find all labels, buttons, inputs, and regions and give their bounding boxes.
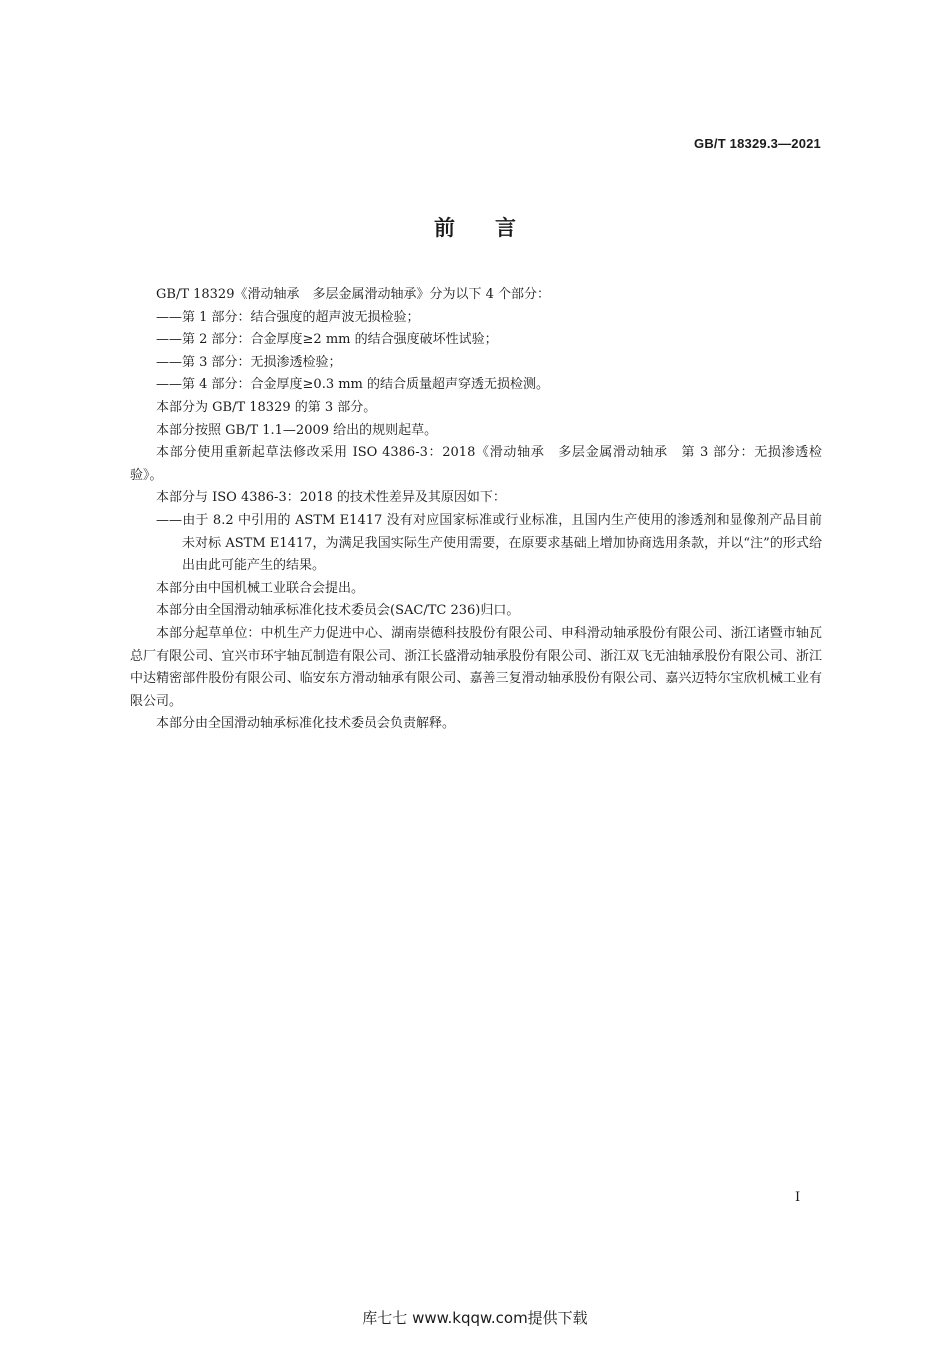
paragraph: 本部分由全国滑动轴承标准化技术委员会(SAC/TC 236)归口。 (156, 603, 520, 619)
list-item: ——由于 8.2 中引用的 ASTM E1417 没有对应国家标准或行业标准，且国内生产使用的渗透剂和显像剂产品目前未对标 ASTM E1417，为满足我国实际生产使用需要，在原要求基础上增加协商选用条款，并以“注”的形式给出由此可能产生的结果。 (156, 512, 822, 574)
list-item: ——第 4 部分：合金厚度≥0.3 mm 的结合质量超声穿透无损检测。 (156, 377, 550, 393)
paragraph: 本部分为 GB/T 18329 的第 3 部分。 (156, 399, 377, 415)
standard-code: GB/T 18329.3—2021 (694, 136, 821, 151)
page-title: 前言 (434, 216, 556, 240)
paragraph: 本部分按照 GB/T 1.1—2009 给出的规则起草。 (156, 422, 438, 438)
list-item: ——第 2 部分：合金厚度≥2 mm 的结合强度破坏性试验； (156, 332, 498, 348)
paragraph: 本部分与 ISO 4386-3：2018 的技术性差异及其原因如下： (156, 490, 506, 506)
footer-watermark: 库七七 www.kqqw.com提供下载 (362, 1309, 588, 1327)
list-item: ——第 3 部分：无损渗透检验； (156, 354, 342, 370)
paragraph: GB/T 18329《滑动轴承 多层金属滑动轴承》分为以下 4 个部分： (156, 287, 551, 302)
paragraph: 本部分由中国机械工业联合会提出。 (156, 580, 365, 596)
list-item: ——第 1 部分：结合强度的超声波无损检验； (156, 309, 420, 325)
document-body (130, 284, 822, 736)
paragraph: 本部分起草单位：中机生产力促进中心、湖南崇德科技股份有限公司、申科滑动轴承股份有限公司、浙江诸暨市轴瓦总厂有限公司、宜兴市环宇轴瓦制造有限公司、浙江长盛滑动轴承股份有限公司、浙江双飞无油轴承股份有限公司、浙江中达精密部件股份有限公司、临安东方滑动轴承有限公司、嘉善三复滑动轴承股份有限公司、嘉兴迈特尔宝欣机械工业有限公司。 (130, 625, 822, 709)
paragraph: 本部分由全国滑动轴承标准化技术委员会负责解释。 (156, 716, 456, 732)
paragraph: 本部分使用重新起草法修改采用 ISO 4386-3：2018《滑动轴承 多层金属滑动轴承 第 3 部分：无损渗透检验》。 (130, 445, 822, 483)
page-number: I (795, 1190, 801, 1205)
